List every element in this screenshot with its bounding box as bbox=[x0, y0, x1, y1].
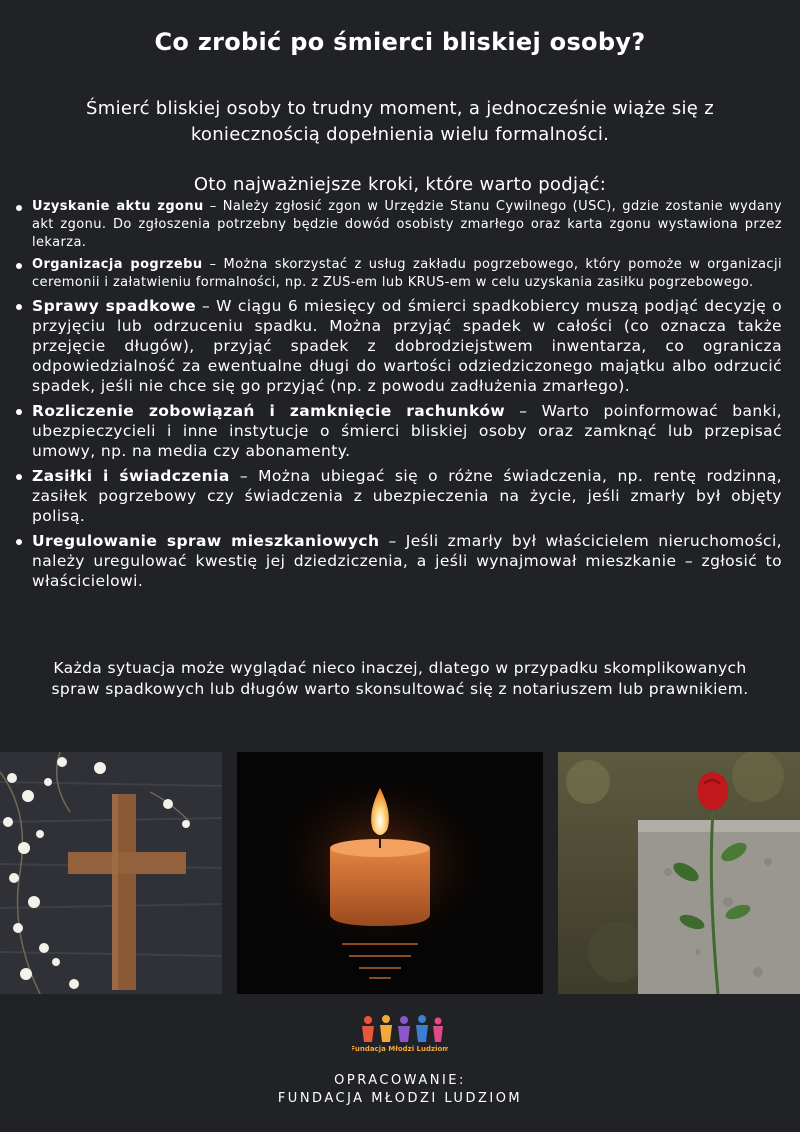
rose-on-gravestone-photo bbox=[558, 752, 800, 994]
candle-photo bbox=[237, 752, 543, 994]
logo-figure bbox=[380, 1025, 392, 1042]
step-text: – Należy zgłosić zgon w Urzędzie Stanu Cywilnego (USC), gdzie zostanie wydany akt zgonu. Do zgłoszenia potrzebny będzie dowód osobisty zmarłego oraz karta zgonu wystawiona przez lekarza. bbox=[32, 199, 782, 250]
step-lead: Uzyskanie aktu zgonu bbox=[32, 199, 204, 214]
logo-figure bbox=[416, 1025, 428, 1042]
step-text: – Można ubiegać się o różne świadczenia, np. rentę rodzinną, zasiłek pogrzebowy czy świadczenia z ubezpieczenia na życie, jeśli zmarły był objęty polisą. bbox=[32, 467, 783, 525]
logo-figure bbox=[400, 1016, 408, 1024]
step-item bbox=[14, 401, 782, 461]
people-figures-icon bbox=[352, 1014, 448, 1054]
credit-label: OPRACOWANIE: bbox=[334, 1073, 466, 1088]
closing-text: Każda sytuacja może wyglądać nieco inaczej, dlatego w przypadku skomplikowanych spraw spadkowych lub długów warto skonsultować się z notariuszem lub prawnikiem. bbox=[51, 659, 749, 698]
step-lead: Zasiłki i świadczenia bbox=[32, 467, 230, 485]
step-item bbox=[14, 256, 782, 292]
step-text: – Jeśli zmarły był właścicielem nieruchomości, należy uregulować kwestię jej dziedziczenia, a jeśli wynajmował mieszkanie – zgłosić to właścicielowi. bbox=[32, 532, 782, 590]
step-text: – Można skorzystać z usług zakładu pogrzebowego, który pomoże w organizacji ceremonii i załatwieniu formalności, np. z ZUS-em lub KRUS-em w celu uzyskania zasiłku pogrzebowego. bbox=[32, 257, 782, 290]
logo-figure bbox=[382, 1015, 390, 1023]
logo-figure bbox=[418, 1015, 426, 1023]
intro-text: Śmierć bliskiej osoby to trudny moment, a jednocześnie wiąże się z koniecznością dopełnienia wielu formalności. bbox=[86, 98, 714, 145]
step-lead: Uregulowanie spraw mieszkaniowych bbox=[32, 532, 380, 550]
step-text: – W ciągu 6 miesięcy od śmierci spadkobiercy muszą podjąć decyzję o przyjęciu lub odrzuceniu spadku. Można przyjąć spadek w całości (co oznacza także przejęcie długów), przyjąć spadek z dobrodziejstwem inwentarza, co ogranicza odpowiedzialność za ewentualne długi do wartości odziedziczonego majątku albo odrzucić spadek, jeśli nie chce się go przyjąć (np. z powodu zadłużenia zmarłego). bbox=[32, 297, 782, 395]
logo-text: Fundacja Młodzi Ludziom bbox=[352, 1045, 448, 1053]
step-lead: Sprawy spadkowe bbox=[32, 297, 197, 315]
steps-heading: Oto najważniejsze kroki, które warto podjąć: bbox=[193, 174, 607, 195]
cross-with-flowers-photo bbox=[0, 752, 222, 994]
logo-figure bbox=[364, 1016, 372, 1024]
logo-figure bbox=[398, 1026, 410, 1042]
credit-organization: FUNDACJA MŁODZI LUDZIOM bbox=[277, 1091, 523, 1106]
logo-figure bbox=[362, 1026, 374, 1042]
step-lead: Organizacja pogrzebu bbox=[32, 257, 203, 272]
foundation-logo bbox=[352, 1014, 448, 1054]
steps-list bbox=[14, 198, 782, 596]
step-item bbox=[14, 531, 782, 591]
page-title: Co zrobić po śmierci bliskiej osoby? bbox=[154, 28, 646, 56]
step-text: – Warto poinformować banki, ubezpieczycieli i inne instytucje o śmierci bliskiej osoby oraz zamknąć lub przepisać umowy, np. na media czy abonamenty. bbox=[32, 402, 782, 460]
step-item bbox=[14, 198, 782, 252]
logo-figure bbox=[435, 1018, 442, 1025]
logo-figure bbox=[433, 1026, 443, 1042]
step-item bbox=[14, 466, 782, 526]
step-item bbox=[14, 296, 782, 396]
step-lead: Rozliczenie zobowiązań i zamknięcie rachunków bbox=[32, 402, 506, 420]
